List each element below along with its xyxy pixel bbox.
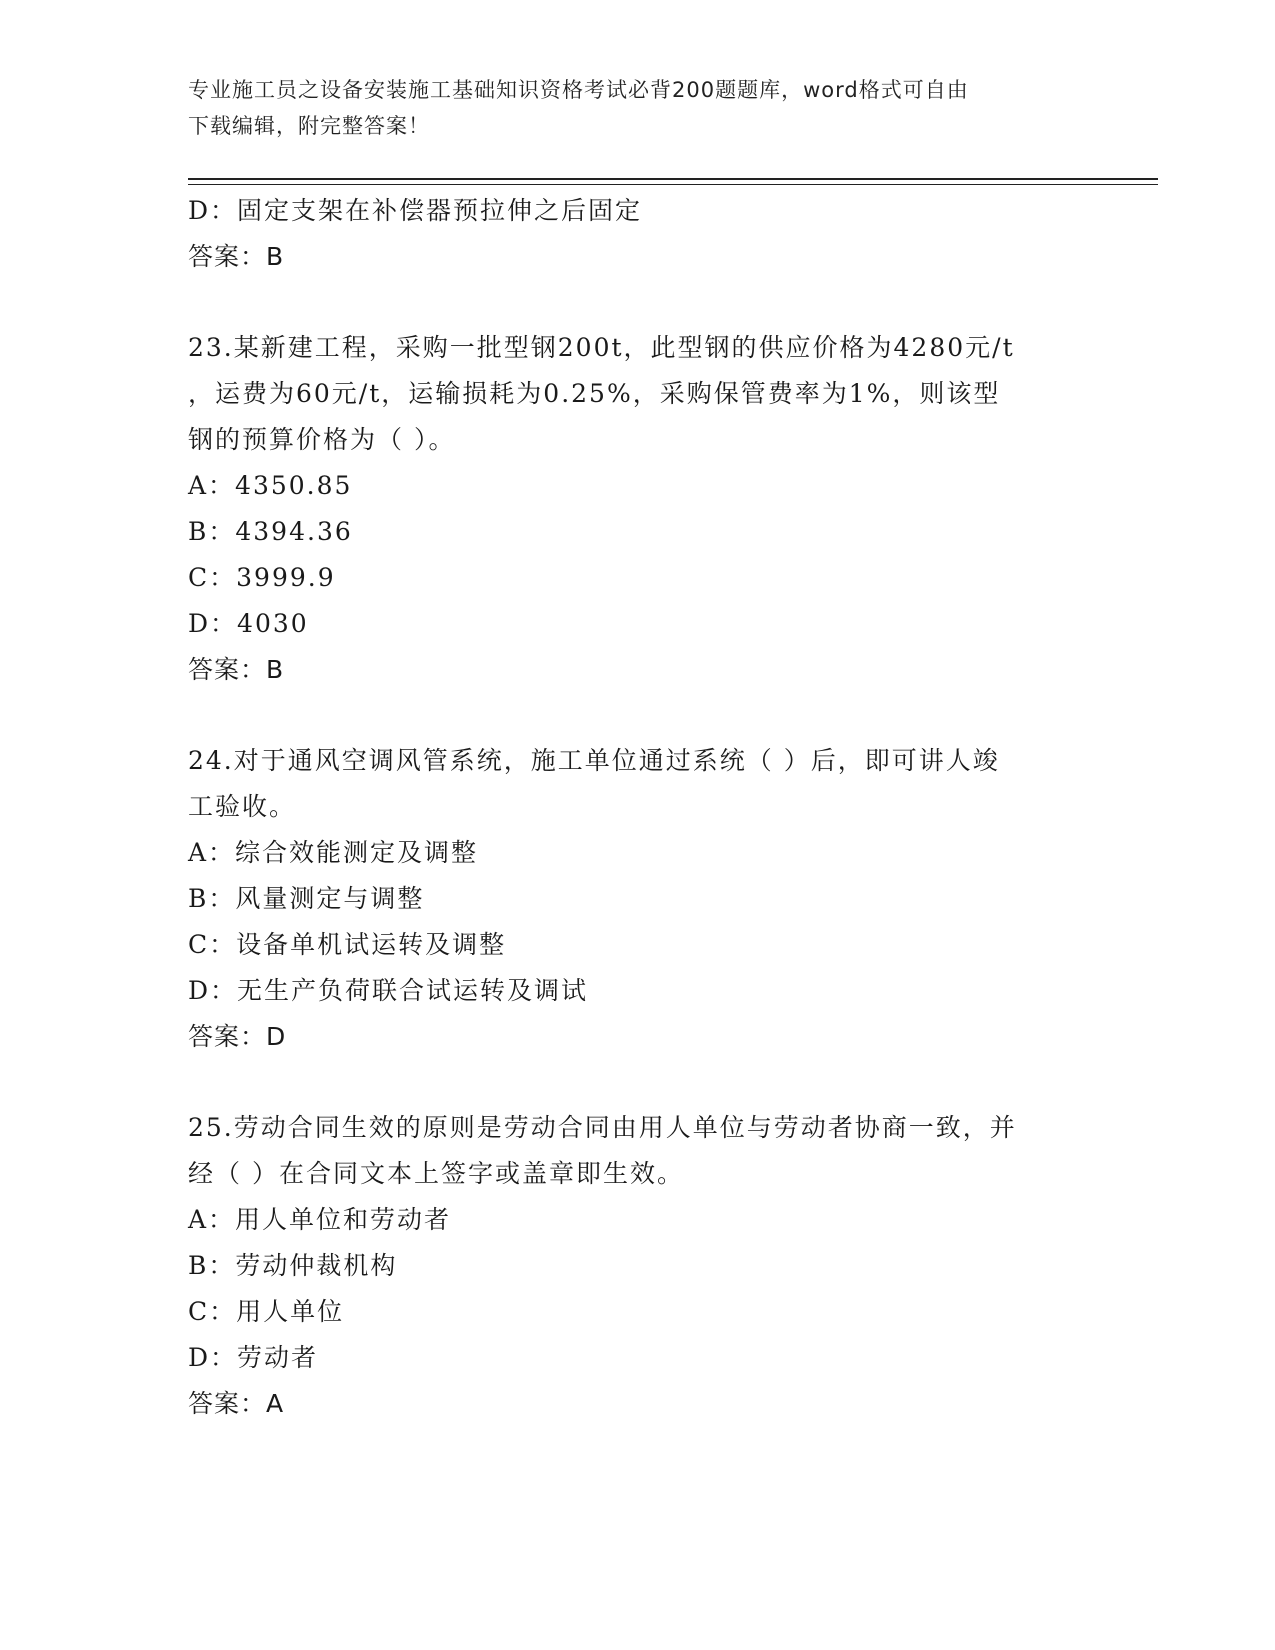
answer: 答案：A — [188, 1389, 285, 1418]
question-24 — [188, 738, 1088, 1060]
spacer — [188, 1060, 1088, 1105]
answer: 答案：D — [188, 1022, 287, 1051]
option-c: C：设备单机试运转及调整 — [188, 930, 507, 959]
answer: 答案：B — [188, 655, 285, 684]
option-b: B：4394.36 — [188, 517, 353, 546]
header-line-1: 专业施工员之设备安装施工基础知识资格考试必背200题题库，word格式可自由 — [188, 78, 969, 102]
header-rule-thick — [188, 178, 1158, 180]
option-c: C：用人单位 — [188, 1297, 345, 1326]
header-rule-thin — [188, 184, 1158, 185]
option-b: B：风量测定与调整 — [188, 884, 425, 913]
question-23 — [188, 325, 1088, 693]
question-content — [188, 188, 1088, 1427]
question-stem-line: 24.对于通风空调风管系统，施工单位通过系统（ ）后，即可讲人竣 — [188, 746, 1000, 775]
spacer — [188, 280, 1088, 325]
prev-option-d: D：固定支架在补偿器预拉伸之后固定 — [188, 196, 643, 225]
option-d: D：4030 — [188, 609, 309, 638]
question-stem-line: 钢的预算价格为（ ）。 — [188, 425, 456, 454]
question-stem-line: ，运费为60元/t，运输损耗为0.25%，采购保管费率为1%，则该型 — [188, 379, 1001, 408]
question-stem-line: 25.劳动合同生效的原则是劳动合同由用人单位与劳动者协商一致，并 — [188, 1113, 1017, 1142]
document-header — [188, 72, 1068, 144]
option-c: C：3999.9 — [188, 563, 336, 592]
option-a: A：4350.85 — [188, 471, 353, 500]
option-a: A：用人单位和劳动者 — [188, 1205, 452, 1234]
option-a: A：综合效能测定及调整 — [188, 838, 479, 867]
header-line-2: 下载编辑，附完整答案！ — [188, 114, 430, 138]
question-stem-line: 经（ ）在合同文本上签字或盖章即生效。 — [188, 1159, 684, 1188]
prev-answer: 答案：B — [188, 242, 285, 271]
question-25 — [188, 1105, 1088, 1427]
option-d: D：无生产负荷联合试运转及调试 — [188, 976, 589, 1005]
option-d: D：劳动者 — [188, 1343, 319, 1372]
question-stem-line: 23.某新建工程，采购一批型钢200t，此型钢的供应价格为4280元/t — [188, 333, 1015, 362]
option-b: B：劳动仲裁机构 — [188, 1251, 398, 1280]
question-stem-line: 工验收。 — [188, 792, 297, 821]
spacer — [188, 693, 1088, 738]
